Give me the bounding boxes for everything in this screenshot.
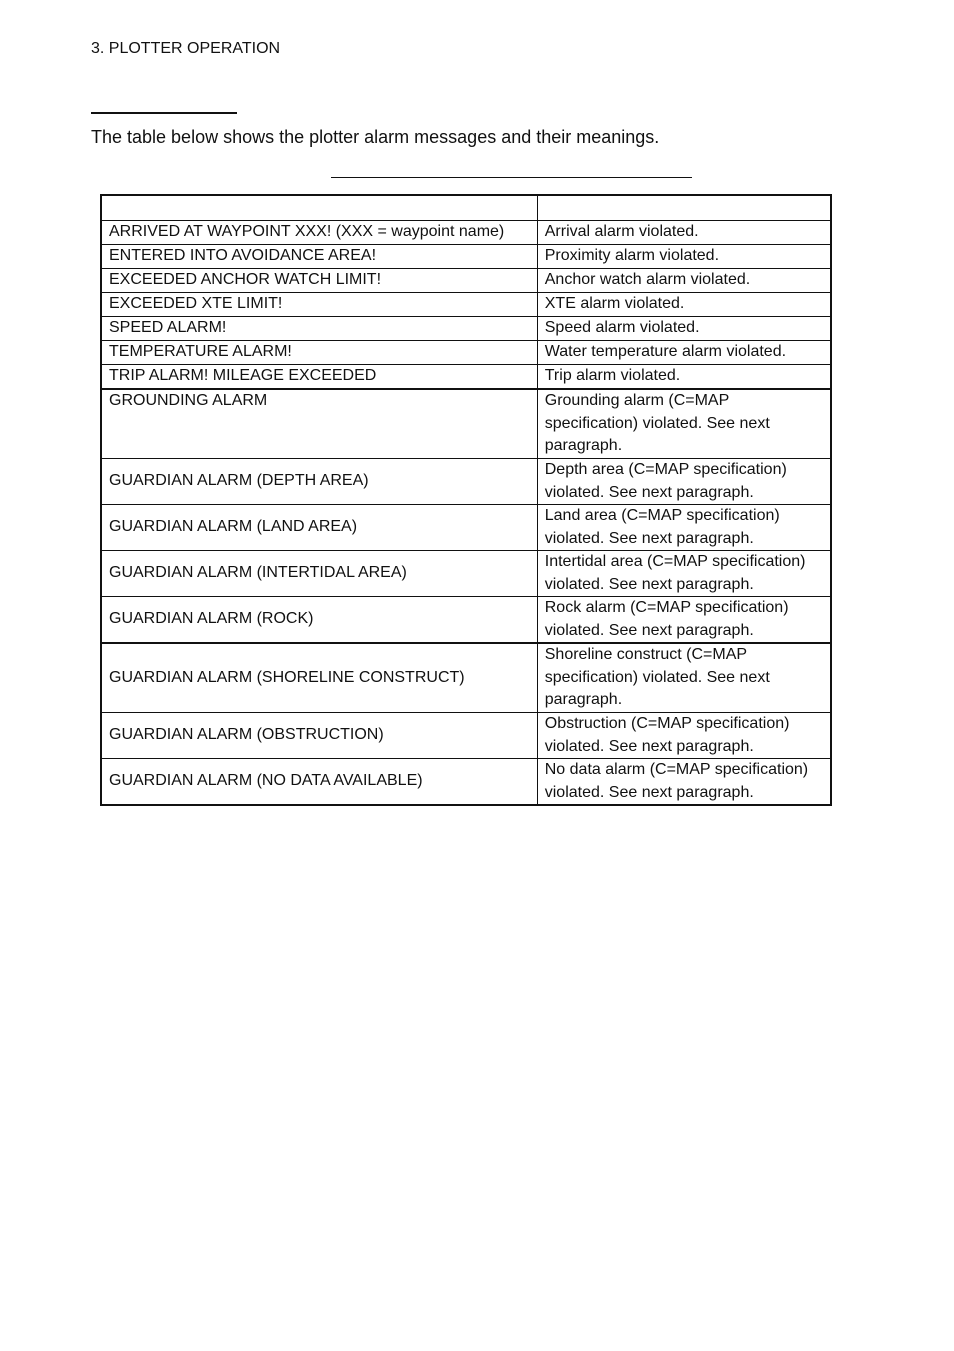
alarm-message-cell: GUARDIAN ALARM (NO DATA AVAILABLE) bbox=[101, 759, 537, 806]
alarm-message-cell: EXCEEDED XTE LIMIT! bbox=[101, 293, 537, 317]
alarm-message-cell: TRIP ALARM! MILEAGE EXCEEDED bbox=[101, 365, 537, 390]
table-row bbox=[101, 293, 831, 317]
alarm-message-cell: GUARDIAN ALARM (DEPTH AREA) bbox=[101, 459, 537, 505]
alarm-message-cell: EXCEEDED ANCHOR WATCH LIMIT! bbox=[101, 269, 537, 293]
alarm-message-cell: GUARDIAN ALARM (ROCK) bbox=[101, 597, 537, 644]
table-row bbox=[101, 341, 831, 365]
alarm-message-cell: GUARDIAN ALARM (INTERTIDAL AREA) bbox=[101, 551, 537, 597]
alarm-message-cell: ARRIVED AT WAYPOINT XXX! (XXX = waypoint name) bbox=[101, 221, 537, 245]
alarm-meaning-cell: Land area (C=MAP specification) violated. See next paragraph. bbox=[537, 505, 831, 551]
alarm-meaning-cell: Rock alarm (C=MAP specification) violated. See next paragraph. bbox=[537, 597, 831, 644]
alarm-message-cell: GUARDIAN ALARM (LAND AREA) bbox=[101, 505, 537, 551]
table-row bbox=[101, 365, 831, 390]
alarm-meaning-cell: Speed alarm violated. bbox=[537, 317, 831, 341]
alarm-meaning-cell: Obstruction (C=MAP specification) violated. See next paragraph. bbox=[537, 713, 831, 759]
alarm-meaning-cell: No data alarm (C=MAP specification) violated. See next paragraph. bbox=[537, 759, 831, 806]
table-header-row bbox=[101, 195, 831, 221]
table-row bbox=[101, 759, 831, 806]
alarm-message-cell: GROUNDING ALARM bbox=[101, 389, 537, 459]
alarm-meaning-cell: Trip alarm violated. bbox=[537, 365, 831, 390]
header-cell-message bbox=[101, 195, 537, 221]
alarm-meaning-cell: XTE alarm violated. bbox=[537, 293, 831, 317]
alarm-meaning-cell: Water temperature alarm violated. bbox=[537, 341, 831, 365]
table-caption-rule bbox=[331, 177, 692, 178]
alarm-meaning-cell: Anchor watch alarm violated. bbox=[537, 269, 831, 293]
table-row bbox=[101, 713, 831, 759]
alarm-message-cell: TEMPERATURE ALARM! bbox=[101, 341, 537, 365]
table-row bbox=[101, 389, 831, 459]
alarm-message-cell: ENTERED INTO AVOIDANCE AREA! bbox=[101, 245, 537, 269]
table-row bbox=[101, 505, 831, 551]
table-row bbox=[101, 459, 831, 505]
table-row bbox=[101, 643, 831, 713]
alarm-meaning-cell: Proximity alarm violated. bbox=[537, 245, 831, 269]
table-row bbox=[101, 245, 831, 269]
intro-paragraph: The table below shows the plotter alarm messages and their meanings. bbox=[91, 127, 660, 147]
section-heading-rule bbox=[91, 112, 237, 114]
table-row bbox=[101, 221, 831, 245]
alarm-meaning-cell: Grounding alarm (C=MAP specification) violated. See next paragraph. bbox=[537, 389, 831, 459]
table-row bbox=[101, 317, 831, 341]
header-cell-meaning bbox=[537, 195, 831, 221]
alarm-message-cell: GUARDIAN ALARM (SHORELINE CONSTRUCT) bbox=[101, 643, 537, 713]
alarm-meaning-cell: Shoreline construct (C=MAP specification) violated. See next paragraph. bbox=[537, 643, 831, 713]
alarm-message-cell: SPEED ALARM! bbox=[101, 317, 537, 341]
alarm-meaning-cell: Intertidal area (C=MAP specification) violated. See next paragraph. bbox=[537, 551, 831, 597]
table-row bbox=[101, 551, 831, 597]
alarm-message-cell: GUARDIAN ALARM (OBSTRUCTION) bbox=[101, 713, 537, 759]
running-header: 3. PLOTTER OPERATION bbox=[91, 40, 281, 57]
alarm-meaning-cell: Arrival alarm violated. bbox=[537, 221, 831, 245]
table-row bbox=[101, 269, 831, 293]
alarm-meaning-cell: Depth area (C=MAP specification) violated. See next paragraph. bbox=[537, 459, 831, 505]
alarm-messages-table bbox=[100, 194, 832, 806]
table-row bbox=[101, 597, 831, 644]
